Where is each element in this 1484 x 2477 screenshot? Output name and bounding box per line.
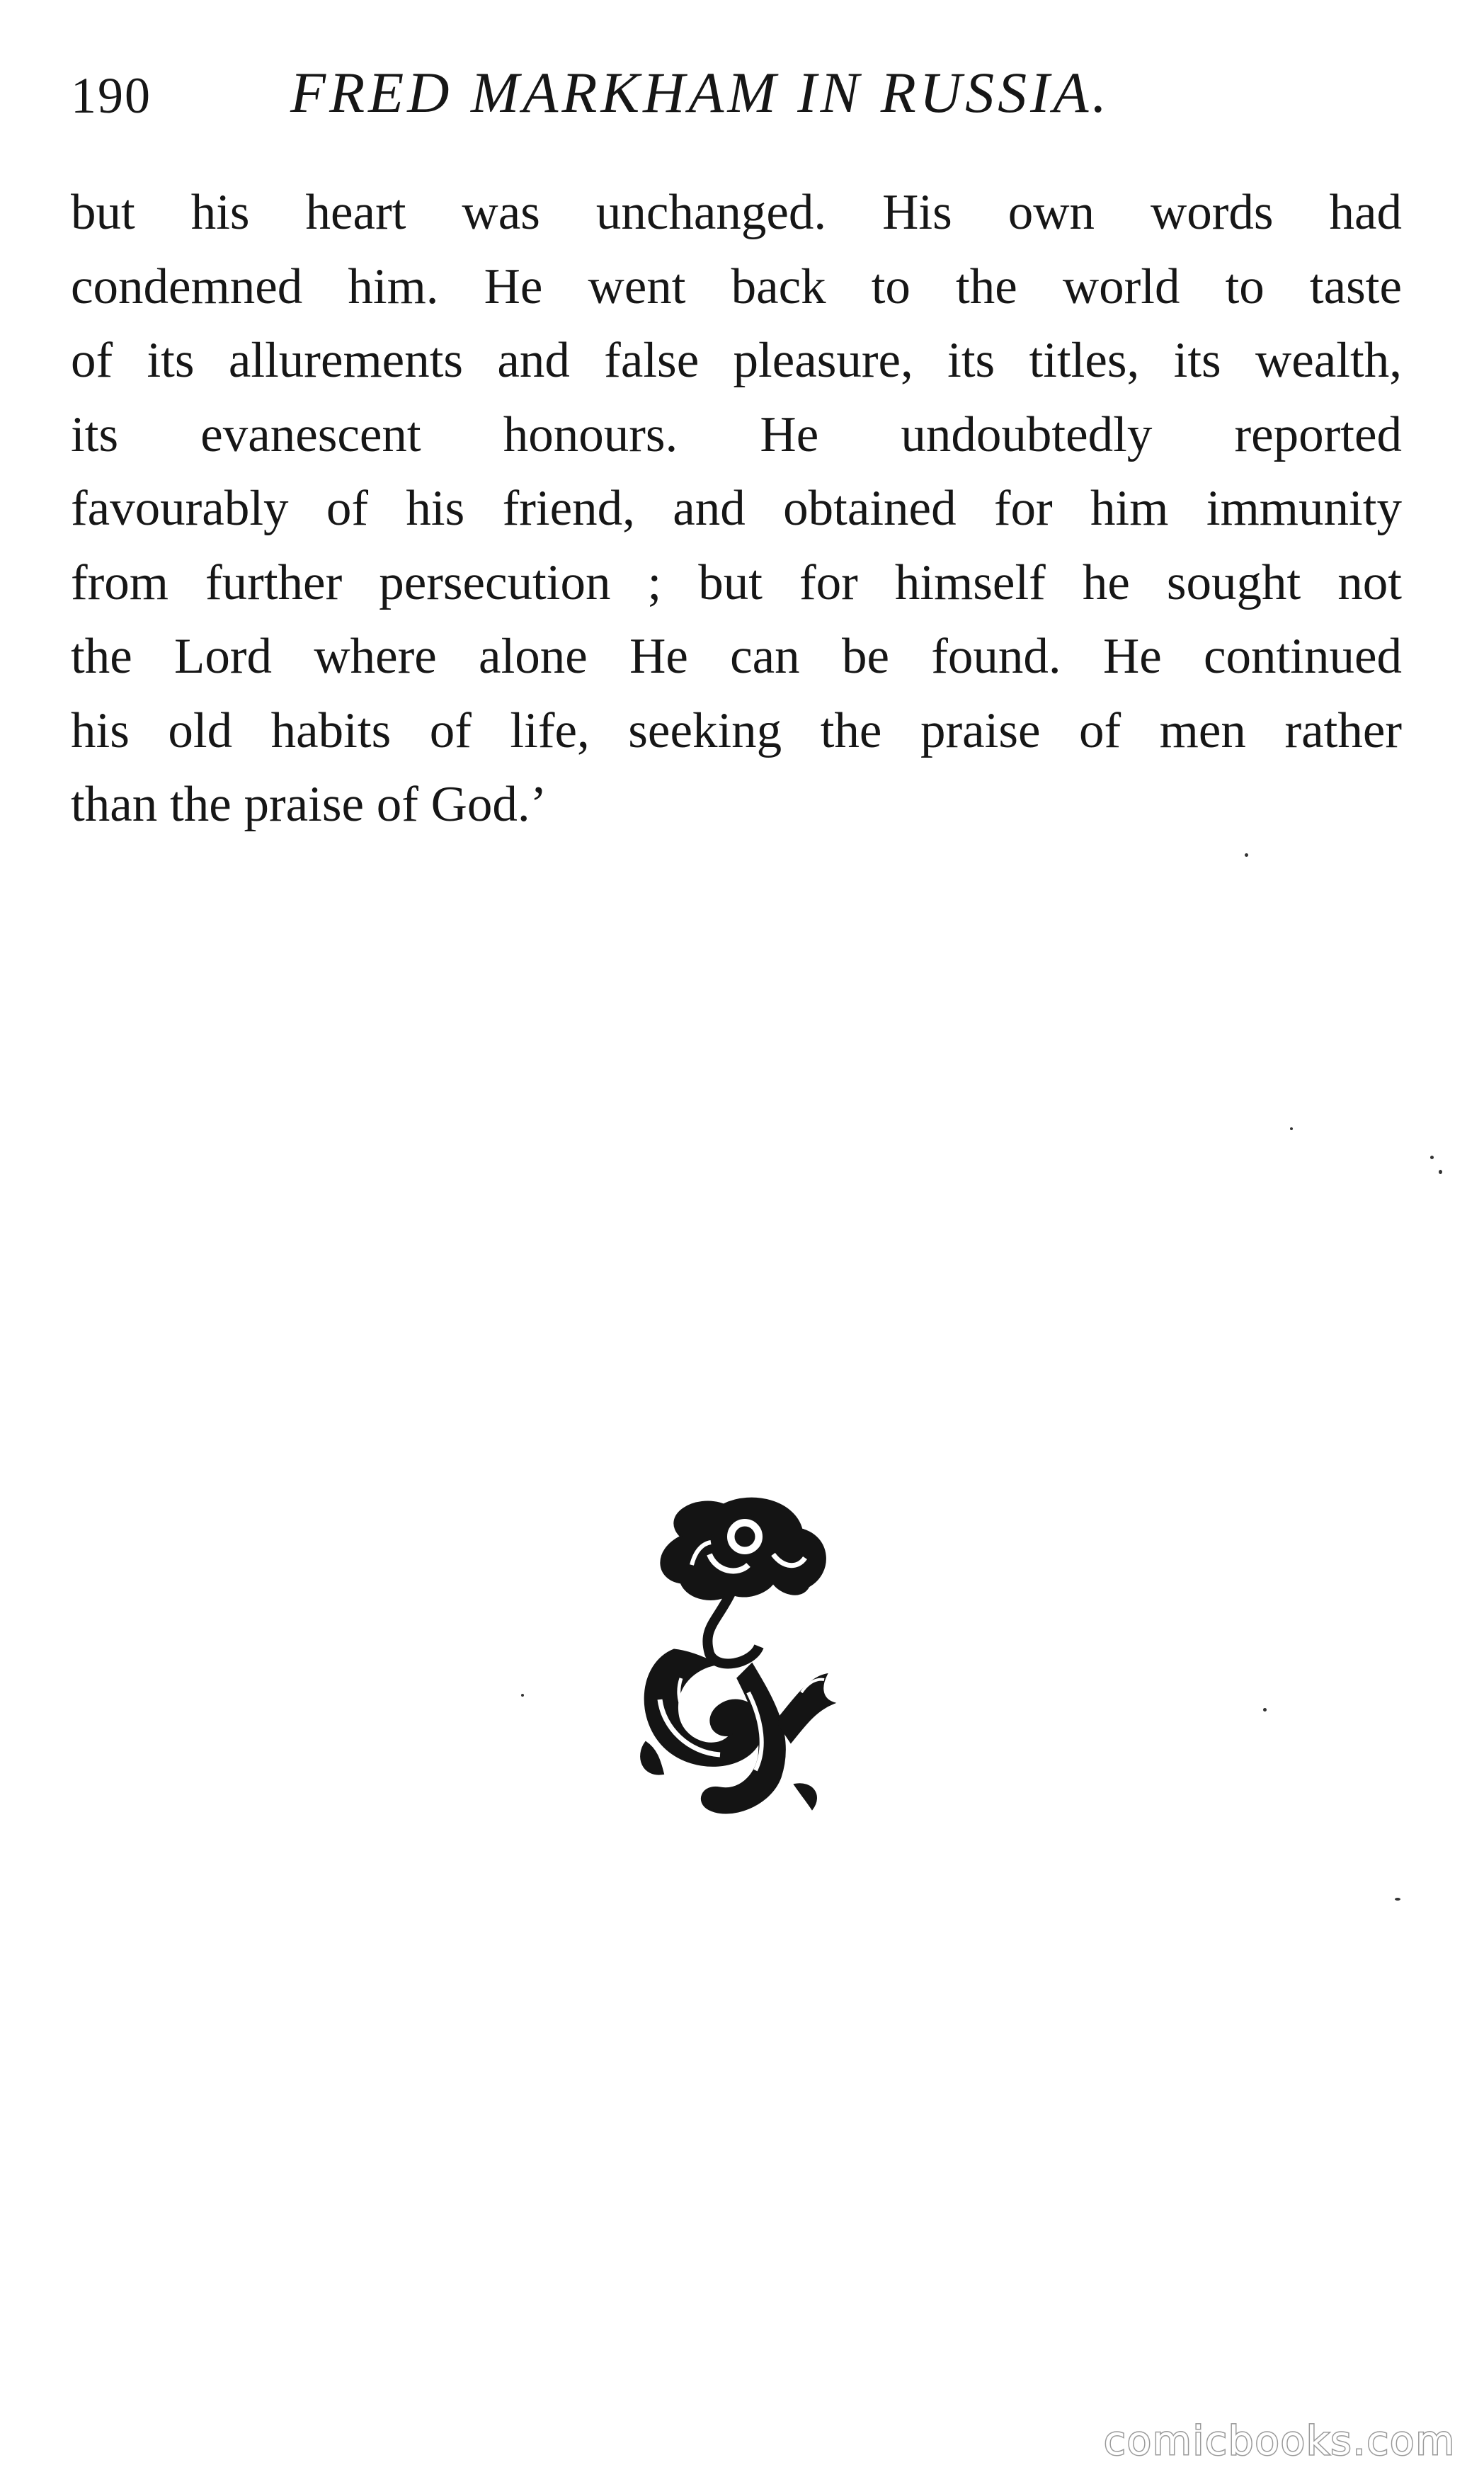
text-line: favourably of his friend, and obtained for him immunity xyxy=(71,481,1402,536)
body-text xyxy=(71,176,1402,842)
floral-tailpiece-icon xyxy=(632,1487,837,1827)
text-line: its evanescent honours. He undoubtedly reported xyxy=(71,406,1402,462)
text-line: condemned him. He went back to the world to taste xyxy=(71,258,1402,314)
text-line: of its allurements and false pleasure, its titles, its wealth, xyxy=(71,333,1402,388)
text-line: from further persecution ; but for himself he sought not xyxy=(71,554,1402,610)
print-speck xyxy=(1395,1898,1400,1901)
text-line: his old habits of life, seeking the praise of men rather xyxy=(71,702,1402,758)
print-speck xyxy=(1245,853,1248,857)
print-speck xyxy=(1439,1170,1442,1174)
print-speck xyxy=(521,1694,524,1697)
text-line-final: than the praise of God.’ xyxy=(71,777,547,832)
running-head xyxy=(71,57,1416,142)
print-speck xyxy=(1290,1127,1293,1130)
print-speck xyxy=(1430,1156,1434,1159)
text-line: the Lord where alone He can be found. He continued xyxy=(71,629,1402,684)
page-number: 190 xyxy=(71,67,152,124)
print-speck xyxy=(1263,1708,1267,1712)
text-line: but his heart was unchanged. His own words had xyxy=(71,185,1402,240)
running-title: FRED MARKHAM IN RUSSIA. xyxy=(290,60,1110,125)
watermark: comicbooks.com xyxy=(1103,2418,1456,2464)
